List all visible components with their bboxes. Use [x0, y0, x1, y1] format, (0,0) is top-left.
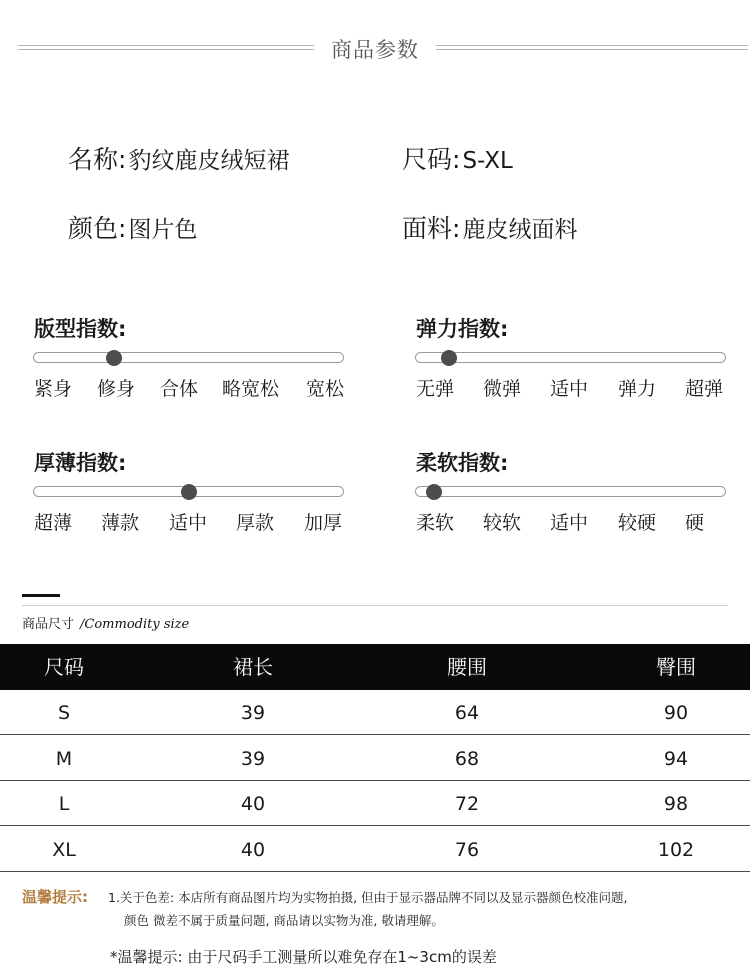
table-cell: M — [55, 748, 73, 770]
product-name-label: 名称: — [68, 145, 127, 174]
notice-line-2: 颜色 微差不属于质量问题, 商品请以实物为准, 敬请理解。 — [124, 913, 444, 928]
softness-index-track — [415, 486, 726, 497]
product-name — [68, 140, 289, 176]
table-cell: XL — [52, 839, 76, 861]
product-color-label: 颜色: — [68, 214, 127, 243]
softness-option: 硬 — [685, 512, 705, 534]
measurement-note: *温馨提示: 由于尺码手工测量所以难免存在1~3cm的误差 — [110, 948, 497, 966]
table-cell: 102 — [657, 839, 695, 861]
size-section-accent — [22, 594, 60, 597]
table-cell: 39 — [240, 748, 266, 770]
table-cell: 68 — [454, 748, 480, 770]
product-size-label: 尺码: — [402, 145, 461, 174]
product-name-value: 豹纹鹿皮绒短裙 — [128, 148, 290, 174]
table-cell: 90 — [663, 702, 689, 724]
product-size-value: S-XL — [462, 148, 513, 174]
table-cell: 98 — [663, 793, 689, 815]
page-title: 商品参数 — [331, 38, 419, 62]
elasticity-index-knob — [441, 350, 457, 366]
header-rule-right — [436, 45, 748, 50]
notice-line-1: 1.关于色差: 本店所有商品图片均为实物拍摄, 但由于显示器品牌不同以及显示器颜色校准问题, — [108, 890, 628, 905]
table-cell: 72 — [454, 793, 480, 815]
thickness-option: 厚款 — [236, 512, 275, 534]
fit-index-knob — [106, 350, 122, 366]
table-cell: L — [58, 793, 70, 815]
elasticity-option: 适中 — [550, 378, 589, 400]
product-color-value: 图片色 — [128, 217, 198, 243]
table-row — [0, 781, 750, 826]
thickness-option: 适中 — [169, 512, 208, 534]
size-section-title-en: /Commodity size — [80, 617, 190, 632]
thickness-option: 薄款 — [101, 512, 140, 534]
table-cell: 64 — [454, 702, 480, 724]
thickness-index-knob — [181, 484, 197, 500]
table-row — [0, 736, 750, 781]
table-cell: 39 — [240, 702, 266, 724]
softness-option: 较软 — [483, 512, 522, 534]
notice-label: 温馨提示: — [22, 888, 88, 906]
fit-option: 紧身 — [34, 378, 73, 400]
product-fabric-label: 面料: — [402, 214, 461, 243]
softness-index-knob — [426, 484, 442, 500]
product-fabric — [402, 209, 577, 245]
table-row — [0, 827, 750, 872]
thickness-option: 加厚 — [304, 512, 343, 534]
table-cell: 40 — [240, 839, 266, 861]
table-cell: 94 — [663, 748, 689, 770]
column-header-size: 尺码 — [44, 655, 84, 679]
thickness-option: 超薄 — [34, 512, 73, 534]
table-row — [0, 690, 750, 735]
elasticity-option: 超弹 — [685, 378, 724, 400]
fit-index-title: 版型指数: — [34, 317, 127, 341]
elasticity-index-title: 弹力指数: — [416, 317, 509, 341]
product-color — [68, 209, 197, 245]
softness-index-title: 柔软指数: — [416, 451, 509, 475]
table-cell: S — [57, 702, 71, 724]
size-table-header — [0, 644, 750, 690]
size-section-divider — [22, 605, 728, 606]
fit-index-track — [33, 352, 344, 363]
fit-option: 合体 — [160, 378, 199, 400]
elasticity-index-track — [415, 352, 726, 363]
product-fabric-value: 鹿皮绒面料 — [462, 217, 578, 243]
elasticity-option: 微弹 — [483, 378, 522, 400]
softness-option: 适中 — [550, 512, 589, 534]
table-cell: 40 — [240, 793, 266, 815]
size-section-title — [22, 613, 189, 632]
elasticity-option: 弹力 — [618, 378, 657, 400]
fit-option: 宽松 — [306, 378, 345, 400]
table-cell: 76 — [454, 839, 480, 861]
softness-option: 较硬 — [618, 512, 657, 534]
size-section-title-cn: 商品尺寸 — [22, 617, 75, 632]
softness-option: 柔软 — [416, 512, 455, 534]
header-rule-left — [18, 45, 314, 50]
product-size — [402, 140, 513, 176]
column-header-waist: 腰围 — [447, 655, 487, 679]
thickness-index-title: 厚薄指数: — [34, 451, 127, 475]
column-header-skirt-length: 裙长 — [233, 655, 273, 679]
fit-option: 略宽松 — [222, 378, 280, 400]
elasticity-option: 无弹 — [416, 378, 455, 400]
fit-option: 修身 — [97, 378, 136, 400]
column-header-hip: 臀围 — [656, 655, 696, 679]
